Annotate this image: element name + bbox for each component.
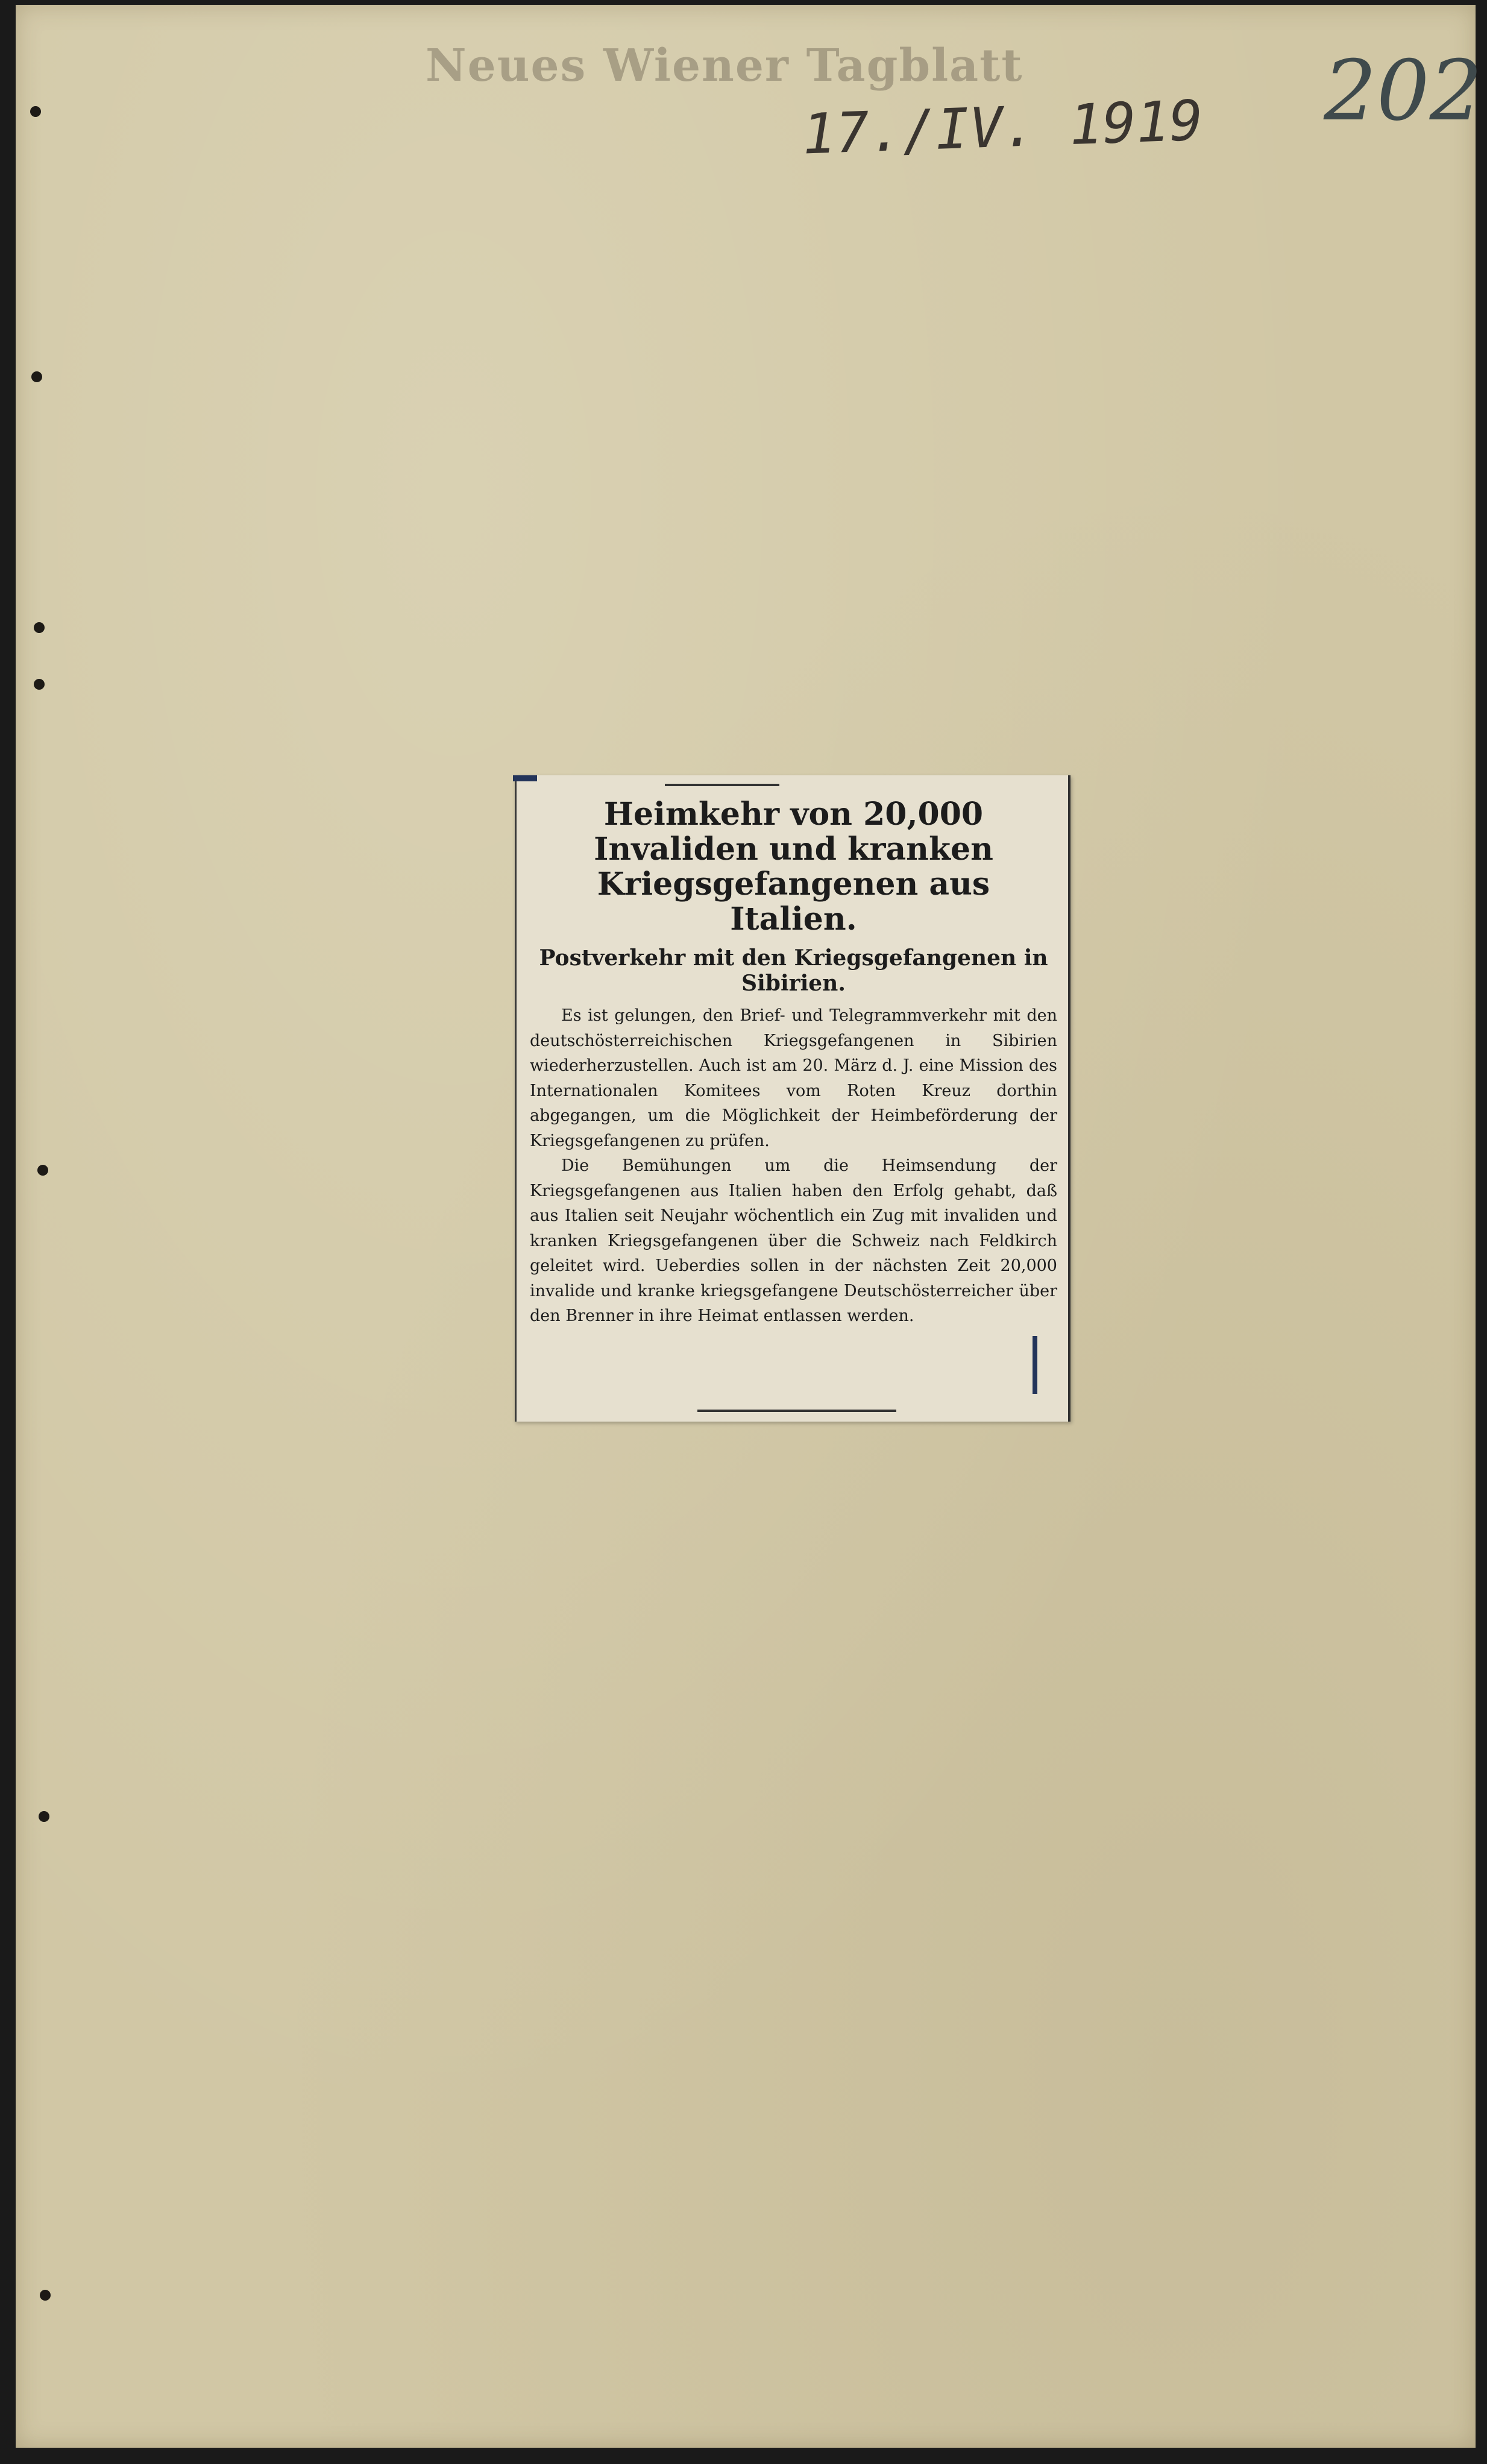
archive-sheet [16,5,1483,2448]
binder-hole-icon [34,679,45,690]
binder-hole-icon [34,622,45,633]
page-number: 202 [1324,42,1483,139]
newspaper-clipping [515,775,1070,1422]
newspaper-stamp: Neues Wiener Tagblatt [426,40,1023,92]
blue-pencil-mark [513,775,537,781]
article-headline: Heimkehr von 20,000 Invaliden und kranken Kriegsgefangenen aus Italien. [594,796,993,937]
article-subheadline: Postverkehr mit den Kriegsgefangenen in Sibirien. [539,945,1048,996]
binder-hole-icon [30,106,41,117]
article-paragraph: Die Bemühungen um die Heimsendung der Kriegsgefangenen aus Italien haben den Erfolg gehabt, daß aus Italien seit Neujahr wöchentlich ein Zug mit invaliden und kranken Kriegsgefangenen über die Schweiz nach Feldkirch geleitet wird. Ueberdies sollen in der nächsten Zeit 20,000 invalide und kranke kriegsgefangene Deutschösterreicher über den Brenner in ihre Heimat entlassen werden. [530,1156,1057,1325]
binder-hole-icon [37,1165,48,1176]
binder-hole-icon [40,2290,51,2301]
blue-pencil-mark [1033,1336,1037,1394]
article-paragraph: Es ist gelungen, den Brief- und Telegrammverkehr mit den deutschösterreichischen Kriegsgefangenen in Sibirien wiederherzustellen. Auch ist am 20. März d. J. eine Mission des Internationalen Komitees vom Roten Kreuz dorthin abgegangen, um die Möglichkeit der Heimbeförderung der Kriegsgefangenen zu prüfen. [530,1006,1057,1150]
binder-hole-icon [31,371,42,382]
clipping-rule-top [665,784,779,786]
handwritten-date: 17./IV. 1919 [801,88,1204,167]
binder-hole-icon [39,1811,49,1822]
clipping-rule-bottom [697,1410,896,1412]
